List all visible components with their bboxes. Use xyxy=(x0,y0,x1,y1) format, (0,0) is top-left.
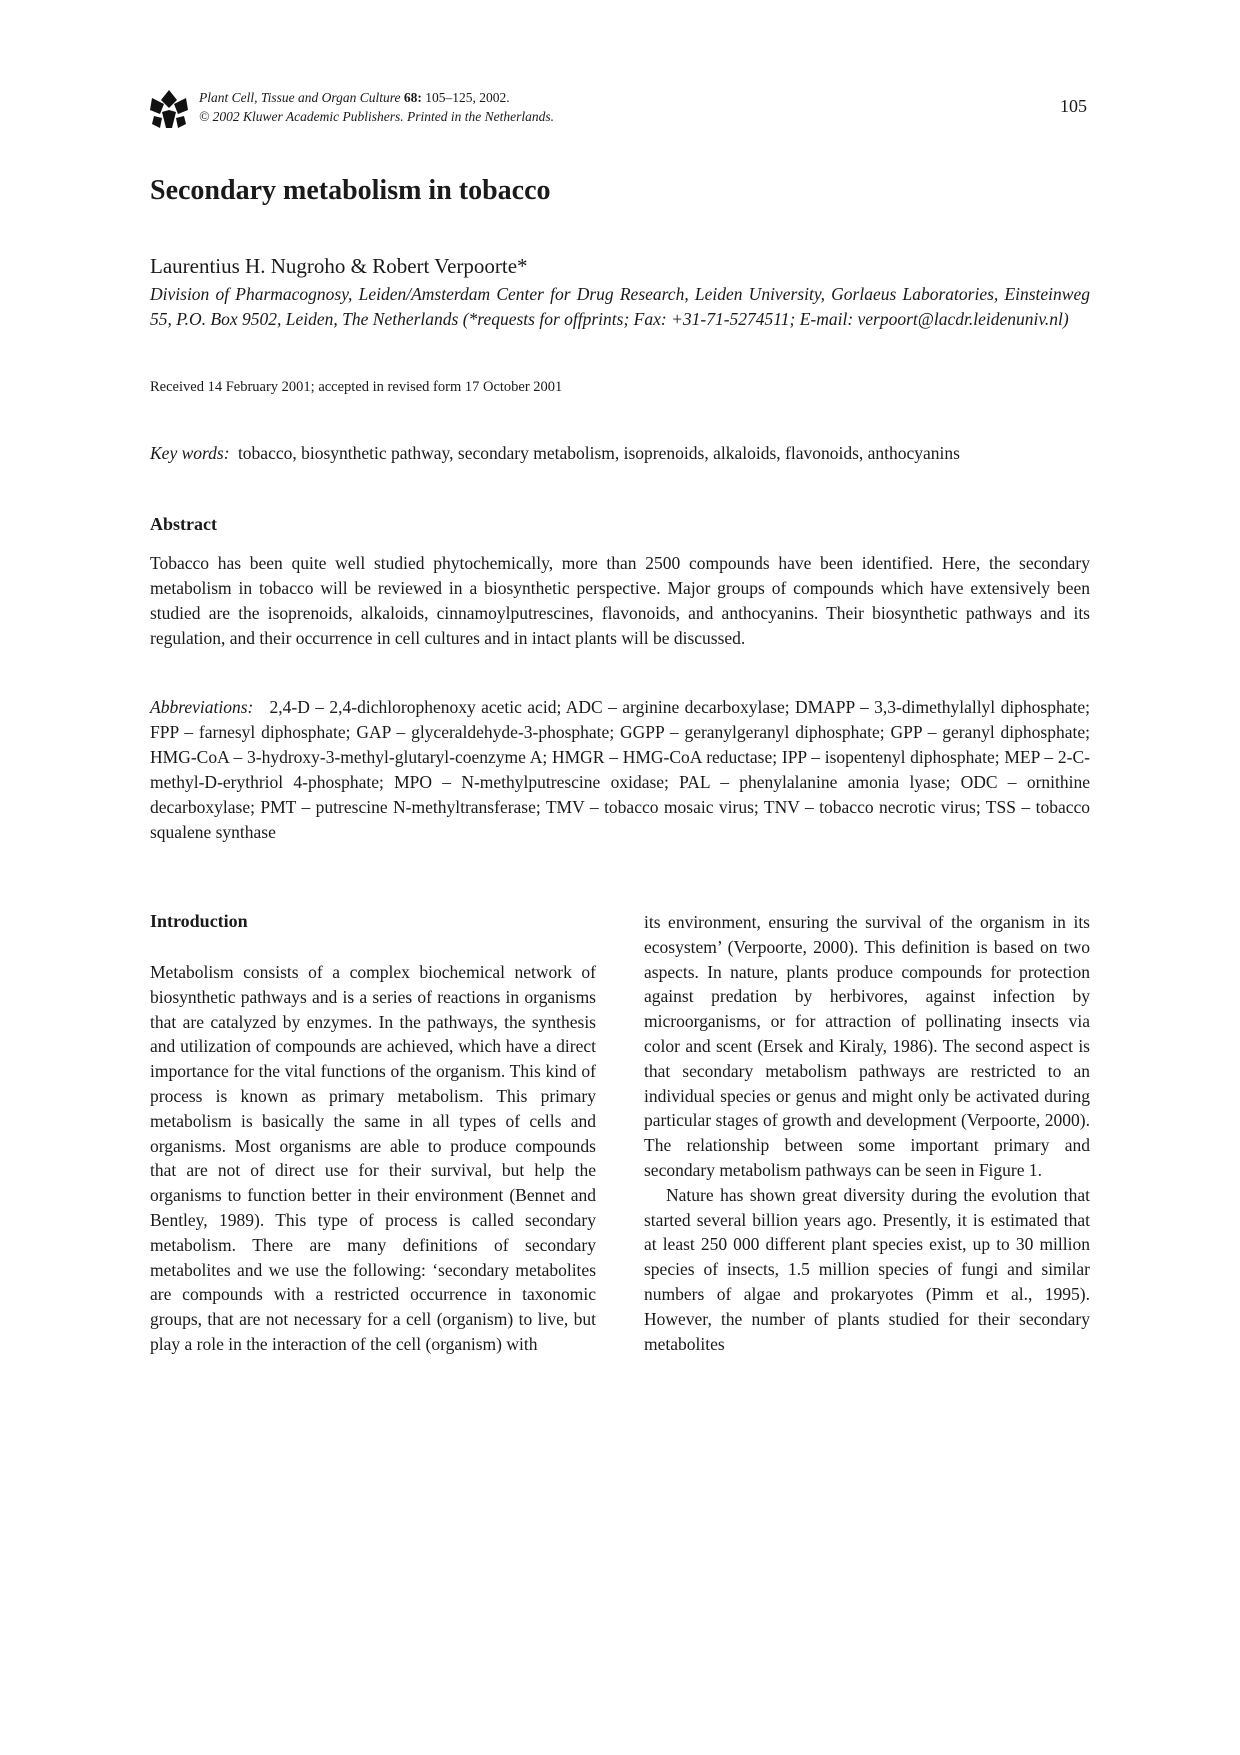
copyright-line: © 2002 Kluwer Academic Publishers. Printed in the Netherlands. xyxy=(199,109,554,124)
introduction-right-column xyxy=(644,910,1090,1356)
body-paragraph: Nature has shown great diversity during the evolution that started several billion years ago. Presently, it is estimated that at least 250 000 different plant species exist, up to 30 million species of insects, 1.5 million species of fungi and similar numbers of algae and prokaryotes (Pimm et al., 1995). However, the number of plants studied for their secondary metabolites xyxy=(644,1184,1090,1354)
keywords-list: tobacco, biosynthetic pathway, secondary metabolism, isoprenoids, alkaloids, flavonoids, anthocyanins xyxy=(237,443,960,463)
abstract-text: Tobacco has been quite well studied phytochemically, more than 2500 compounds have been identified. Here, the secondary metabolism in tobacco will be reviewed in a biosynthetic perspective. Major groups of compounds which have extensively been studied are the isoprenoids, alkaloids, cinnamoylputrescines, flavonoids, and anthocyanins. Their biosynthetic pathways and its regulation, and their occurrence in cell cultures and in intact plants will be discussed. xyxy=(150,553,1090,648)
abbreviations xyxy=(150,695,1090,845)
authors: Laurentius H. Nugroho & Robert Verpoorte* xyxy=(150,254,528,278)
abbreviations-label: Abbreviations: xyxy=(150,697,254,717)
introduction-heading: Introduction xyxy=(150,911,248,931)
journal-name: Plant Cell, Tissue and Organ Culture xyxy=(199,90,401,105)
article-title: Secondary metabolism in tobacco xyxy=(150,175,551,206)
body-paragraph: Metabolism consists of a complex biochemical network of biosynthetic pathways and is a series of reactions in organisms that are catalyzed by enzymes. In the pathways, the synthesis and utilization of compounds are achieved, which have a direct importance for the vital functions of the organism. This kind of process is known as primary metabolism. This primary metabolism is basically the same in all types of cells and organisms. Most organisms are able to produce compounds that are not of direct use for their survival, but help the organisms to function better in their environment (Bennet and Bentley, 1989). This type of process is called secondary metabolism. There are many definitions of secondary metabolites and we use the following: ‘secondary metabolites are compounds with a restricted occurrence in taxonomic groups, that are not necessary for a cell (organism) to live, but play a role in the interaction of the cell (organism) with xyxy=(150,962,596,1354)
abstract-heading: Abstract xyxy=(150,514,217,534)
journal-volume: 68: xyxy=(403,90,422,105)
abbreviations-list: 2,4-D – 2,4-dichlorophenoxy acetic acid; ADC – arginine decarboxylase; DMAPP – 3,3-dimethylallyl diphosphate; FPP – farnesyl diphosphate; GAP – glyceraldehyde-3-phosphate; GGPP – geranylgeranyl diphosphate; GPP – geranyl diphosphate; HMG-CoA – 3-hydroxy-3-methyl-glutaryl-coenzyme A; HMGR – HMG-CoA reductase; IPP – isopentenyl diphosphate; MEP – 2-C-methyl-D-erythriol 4-phosphate; MPO – N-methylputrescine oxidase; PAL – phenylalanine amonia lyase; ODC – ornithine decarboxylase; PMT – putrescine N-methyltransferase; TMV – tobacco mosaic virus; TNV – tobacco necrotic virus; TSS – tobacco squalene synthase xyxy=(150,697,1090,842)
introduction-left-column xyxy=(150,960,596,1357)
kluwer-logo-icon xyxy=(150,88,188,130)
page-number: 105 xyxy=(1060,96,1087,116)
journal-pages: 105–125, 2002. xyxy=(425,90,510,105)
received-dates: Received 14 February 2001; accepted in revised form 17 October 2001 xyxy=(150,379,563,395)
keywords-label: Key words: xyxy=(150,443,230,463)
affiliation: Division of Pharmacognosy, Leiden/Amsterdam Center for Drug Research, Leiden University, Gorlaeus Laboratories, Einsteinweg 55, P.O. Box 9502, Leiden, The Netherlands (*requests for offprints; Fax: +31-71-5274511; E-mail: verpoort@lacdr.leidenuniv.nl) xyxy=(150,284,1090,329)
journal-citation xyxy=(199,88,554,126)
body-paragraph: its environment, ensuring the survival of the organism in its ecosystem’ (Verpoorte, 2000). This definition is based on two aspects. In nature, plants produce compounds for protection against predation by herbivores, against infection by microorganisms, or for attraction of pollinating insects via color and scent (Ersek and Kiraly, 1986). The second aspect is that secondary metabolism pathways are restricted to an individual species or genus and might only be activated during particular stages of growth and development (Verpoorte, 2000). The relationship between some important primary and secondary metabolism pathways can be seen in Figure 1. xyxy=(644,912,1090,1180)
keywords xyxy=(150,443,1090,464)
